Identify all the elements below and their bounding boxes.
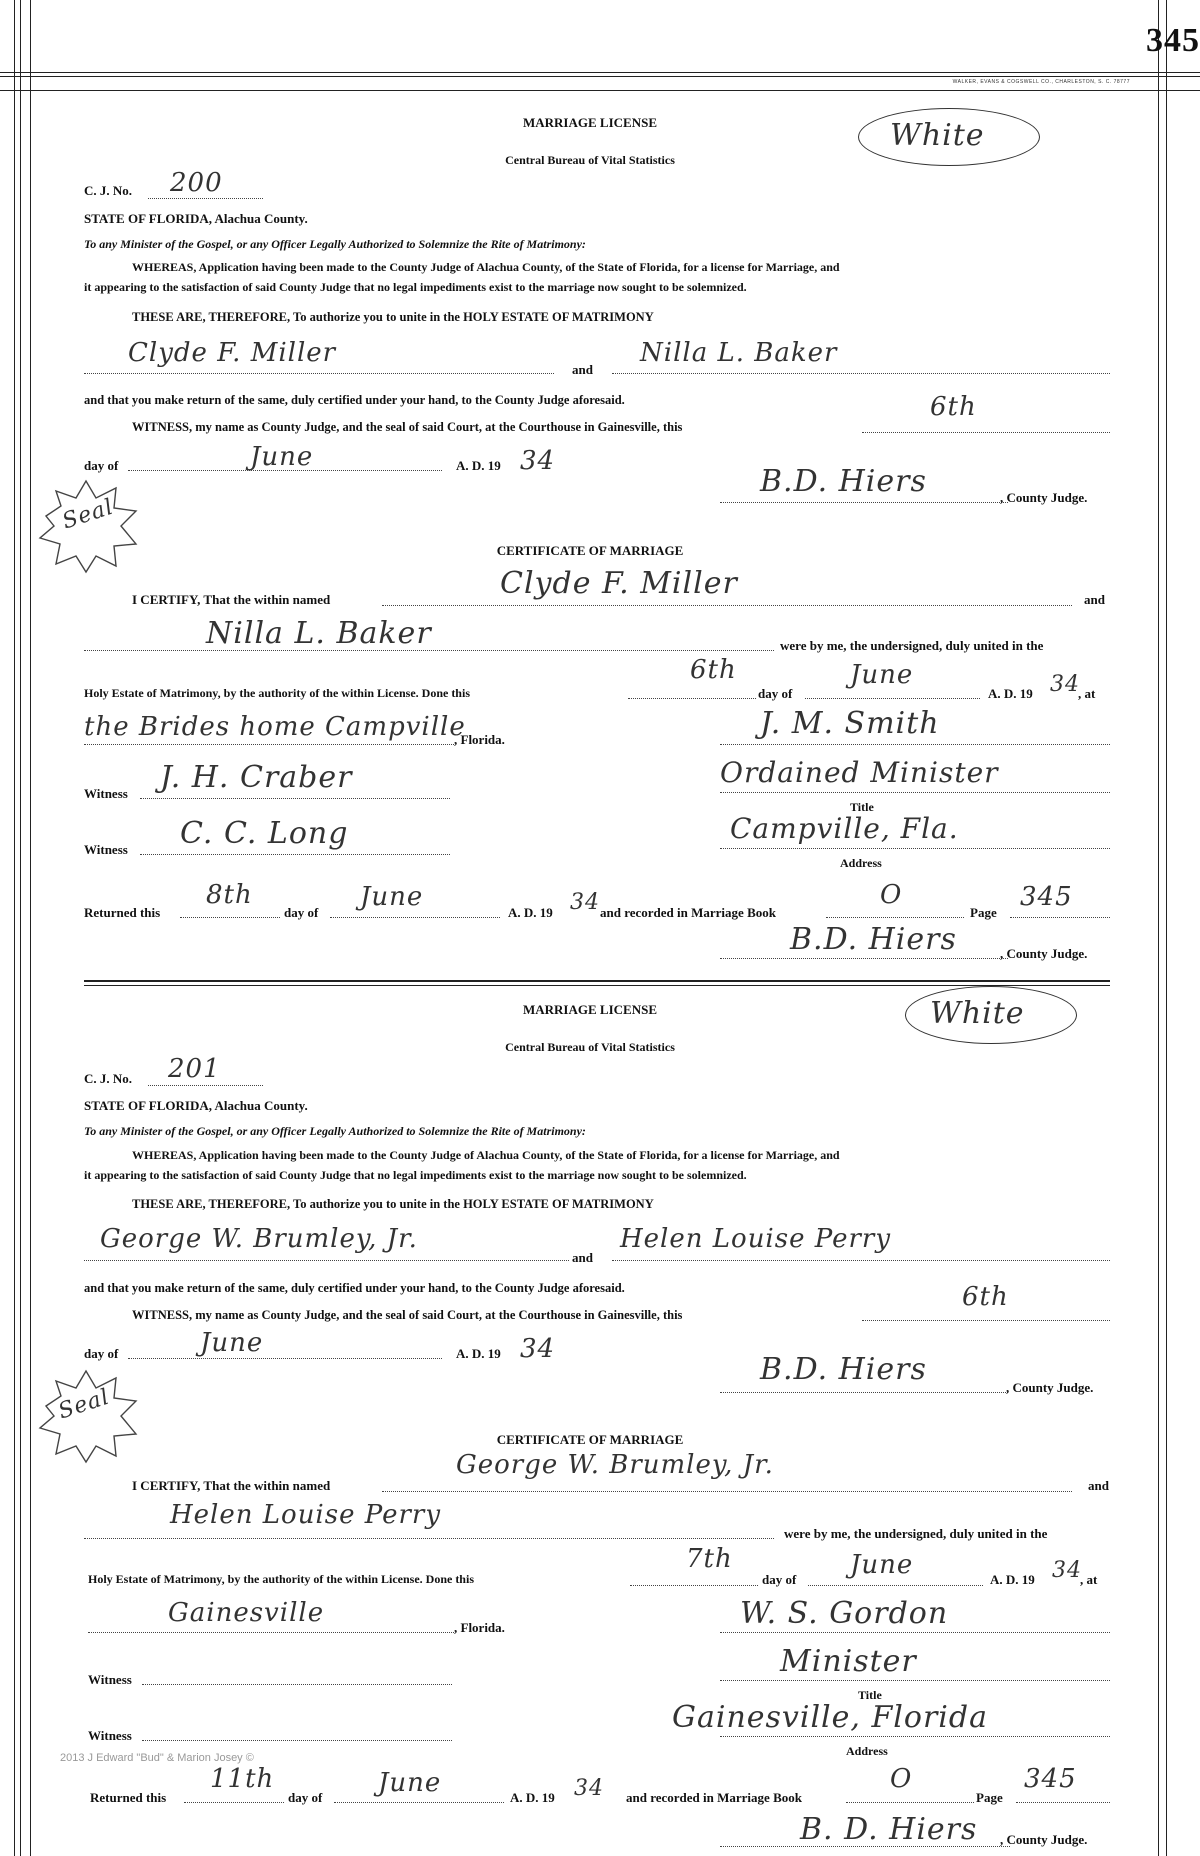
witness-text: WITNESS, my name as County Judge, and the seal of said Court, at the Courthouse in Gainesville, this <box>132 420 683 434</box>
cert-officiant: W. S. Gordon <box>740 1596 949 1631</box>
cert-at-word: , at <box>1080 1572 1098 1587</box>
judge-sig-line <box>720 1392 1008 1393</box>
cert-judge-signature: B. D. Hiers <box>800 1812 978 1847</box>
witness-2-line <box>140 854 450 855</box>
certificate-title: CERTIFICATE OF MARRIAGE <box>496 543 684 558</box>
groom-line <box>84 1260 569 1261</box>
cert-day-line <box>630 1585 758 1586</box>
whereas-line-2: it appearing to the satisfaction of said County Judge that no legal impediments exist to the marriage now sought to be solemnized. <box>84 1168 747 1182</box>
license-month: June <box>200 1328 264 1358</box>
license-title: MARRIAGE LICENSE <box>523 115 657 130</box>
cert-day-line <box>628 698 756 699</box>
whereas-line-1: WHEREAS, Application having been made to the County Judge of Alachua County, of the State of Florida, for a license for Marriage, and <box>132 260 840 274</box>
address-label: Address <box>846 1744 888 1758</box>
florida-label: , Florida. <box>454 732 505 747</box>
judge-sig-line <box>720 502 1008 503</box>
page-line <box>1016 1802 1110 1803</box>
address-line <box>720 1736 1110 1737</box>
court-seal-icon <box>36 1366 146 1466</box>
witness-2: C. C. Long <box>180 816 349 851</box>
witness-day-line <box>862 432 1110 433</box>
license-year: 34 <box>520 446 556 476</box>
printer-imprint: WALKER, EVANS & COGSWELL CO., CHARLESTON, S. C. 78777 <box>952 79 1130 85</box>
returned-month: June <box>360 882 424 912</box>
cert-month: June <box>850 1550 914 1580</box>
race-note: White <box>890 118 985 153</box>
margin-line <box>1158 0 1159 1856</box>
and-word: and <box>572 362 593 377</box>
officiant-line <box>720 744 1110 745</box>
cert-groom: Clyde F. Miller <box>500 566 738 601</box>
cj-label: C. J. No. <box>84 1071 133 1086</box>
returned-day: 11th <box>210 1764 275 1794</box>
witness-text: WITNESS, my name as County Judge, and the seal of said Court, at the Courthouse in Gainesville, this <box>132 1308 683 1322</box>
seal-text: Seal <box>55 1384 113 1425</box>
cert-ad-label: A. D. 19 <box>988 686 1033 701</box>
these-are-line: THESE ARE, THEREFORE, To authorize you to unite in the HOLY ESTATE OF MATRIMONY <box>132 1197 654 1211</box>
state-county: STATE OF FLORIDA, Alachua County. <box>84 1098 308 1113</box>
title-line <box>720 792 1110 793</box>
returned-year: 34 <box>574 1776 604 1801</box>
page-number: 345 <box>1146 22 1200 59</box>
certify-text: I CERTIFY, That the within named <box>132 592 331 607</box>
witness-1-line <box>142 1684 452 1685</box>
binding-line <box>30 0 31 1856</box>
officiant-title: Minister <box>780 1644 917 1679</box>
returned-day-of: day of <box>288 1790 323 1805</box>
day-of-label: day of <box>84 458 119 473</box>
title-label: Title <box>850 800 874 814</box>
recorded-text: and recorded in Marriage Book <box>626 1790 802 1805</box>
judge-signature: B.D. Hiers <box>760 1352 927 1387</box>
cert-groom-line <box>382 1491 1072 1492</box>
cert-day: 6th <box>690 655 737 685</box>
cert-at-word: , at <box>1078 686 1096 701</box>
cert-groom: George W. Brumley, Jr. <box>456 1450 774 1480</box>
cert-day: 7th <box>686 1544 733 1574</box>
cert-address: Campville, Fla. <box>730 812 959 845</box>
cert-bride: Nilla L. Baker <box>206 616 432 651</box>
cert-year: 34 <box>1050 672 1080 697</box>
cert-month-line <box>805 698 980 699</box>
book-number: O <box>890 1764 913 1794</box>
page-label: Page <box>970 905 997 920</box>
cert-place: Gainesville <box>168 1598 325 1628</box>
returned-month: June <box>378 1768 442 1798</box>
returned-label: Returned this <box>84 905 161 920</box>
return-text: and that you make return of the same, duly certified under your hand, to the County Judge aforesaid. <box>84 393 625 407</box>
cert-year: 34 <box>1052 1558 1082 1583</box>
cj-label: C. J. No. <box>84 183 133 198</box>
seal-text: Seal <box>59 494 117 535</box>
returned-day-line <box>180 917 280 918</box>
address-line <box>720 848 1110 849</box>
form-divider <box>84 980 1110 986</box>
book-line <box>826 917 964 918</box>
holy-estate-text: Holy Estate of Matrimony, by the authority of the within License. Done this <box>84 686 470 700</box>
cert-judge-sig-line <box>720 958 1008 959</box>
witness-label: Witness <box>88 1672 132 1687</box>
binding-line <box>14 0 15 1856</box>
united-text: were by me, the undersigned, duly united in the <box>780 638 1044 653</box>
witness-1: J. H. Craber <box>160 760 353 795</box>
title-line <box>720 1680 1110 1681</box>
cert-day-of: day of <box>758 686 793 701</box>
judge-signature: B.D. Hiers <box>760 464 927 499</box>
cert-and-word: and <box>1084 592 1105 607</box>
license-groom: George W. Brumley, Jr. <box>100 1224 418 1254</box>
county-judge-label: , County Judge. <box>1000 490 1088 505</box>
cert-bride: Helen Louise Perry <box>170 1500 442 1530</box>
cert-judge-signature: B.D. Hiers <box>790 922 957 957</box>
returned-month-line <box>330 917 500 918</box>
cert-and-word: and <box>1088 1478 1109 1493</box>
returned-ad: A. D. 19 <box>508 905 553 920</box>
book-line <box>846 1802 974 1803</box>
license-groom: Clyde F. Miller <box>128 338 337 368</box>
license-title: MARRIAGE LICENSE <box>523 1002 657 1017</box>
day-of-label: day of <box>84 1346 119 1361</box>
witness-1-line <box>140 798 450 799</box>
cert-officiant: J. M. Smith <box>760 706 940 741</box>
bureau-label: Central Bureau of Vital Statistics <box>505 153 675 167</box>
cert-address: Gainesville, Florida <box>672 1700 988 1735</box>
holy-estate-text: Holy Estate of Matrimony, by the authority of the within License. Done this <box>88 1572 474 1586</box>
return-text: and that you make return of the same, duly certified under your hand, to the County Judge aforesaid. <box>84 1281 625 1295</box>
county-judge-label: , County Judge. <box>1006 1380 1094 1395</box>
cj-line <box>148 1085 263 1086</box>
cert-ad-label: A. D. 19 <box>990 1572 1035 1587</box>
groom-line <box>84 373 554 374</box>
returned-day: 8th <box>206 880 253 910</box>
to-any-minister: To any Minister of the Gospel, or any Officer Legally Authorized to Solemnize the Rite of Matrimony: <box>84 237 586 251</box>
whereas-line-2: it appearing to the satisfaction of said County Judge that no legal impediments exist to the marriage now sought to be solemnized. <box>84 280 747 294</box>
these-are-line: THESE ARE, THEREFORE, To authorize you to unite in the HOLY ESTATE OF MATRIMONY <box>132 310 654 324</box>
certificate-title: CERTIFICATE OF MARRIAGE <box>496 1432 684 1447</box>
cj-line <box>148 198 263 199</box>
returned-ad: A. D. 19 <box>510 1790 555 1805</box>
bureau-label: Central Bureau of Vital Statistics <box>505 1040 675 1054</box>
cert-place: the Brides home Campville <box>84 712 466 742</box>
cj-number: 201 <box>168 1054 221 1084</box>
address-label: Address <box>840 856 882 870</box>
month-line <box>128 1358 442 1359</box>
returned-year: 34 <box>570 890 600 915</box>
returned-day-of: day of <box>284 905 319 920</box>
place-line <box>88 1632 454 1633</box>
ad-label: A. D. 19 <box>456 1346 501 1361</box>
officiant-title: Ordained Minister <box>720 756 999 789</box>
recorded-page: 345 <box>1020 882 1073 912</box>
bride-line <box>612 373 1110 374</box>
to-any-minister: To any Minister of the Gospel, or any Officer Legally Authorized to Solemnize the Rite of Matrimony: <box>84 1124 586 1138</box>
license-bride: Nilla L. Baker <box>640 338 838 368</box>
license-year: 34 <box>520 1334 556 1364</box>
cert-county-judge: , County Judge. <box>1000 946 1088 961</box>
book-number: O <box>880 880 903 910</box>
returned-label: Returned this <box>90 1790 167 1805</box>
returned-month-line <box>334 1802 504 1803</box>
witness-2-line <box>142 1740 452 1741</box>
margin-line <box>1166 0 1167 1856</box>
whereas-line-1: WHEREAS, Application having been made to the County Judge of Alachua County, of the State of Florida, for a license for Marriage, and <box>132 1148 840 1162</box>
witness-label: Witness <box>84 786 128 801</box>
title-label: Title <box>858 1688 882 1702</box>
returned-day-line <box>184 1802 284 1803</box>
cert-groom-line <box>382 605 1072 606</box>
witness-label: Witness <box>88 1728 132 1743</box>
race-note: White <box>930 996 1025 1031</box>
cert-month-line <box>808 1585 983 1586</box>
officiant-line <box>720 1632 1110 1633</box>
top-rule <box>0 72 1200 73</box>
license-day: 6th <box>962 1282 1009 1312</box>
cj-number: 200 <box>170 168 223 198</box>
witness-label: Witness <box>84 842 128 857</box>
certify-text: I CERTIFY, That the within named <box>132 1478 331 1493</box>
united-text: were by me, the undersigned, duly united in the <box>784 1526 1048 1541</box>
top-rule <box>0 90 1200 91</box>
cert-day-of: day of <box>762 1572 797 1587</box>
cert-bride-line <box>84 1538 774 1539</box>
recorded-page: 345 <box>1024 1764 1077 1794</box>
license-bride: Helen Louise Perry <box>620 1224 892 1254</box>
cert-county-judge: , County Judge. <box>1000 1832 1088 1847</box>
state-county: STATE OF FLORIDA, Alachua County. <box>84 211 308 226</box>
binding-line <box>20 0 21 1856</box>
witness-day-line <box>862 1320 1110 1321</box>
cert-month: June <box>850 660 914 690</box>
copyright-notice: 2013 J Edward "Bud" & Marion Josey © <box>60 1752 254 1764</box>
top-rule <box>0 76 1200 77</box>
recorded-text: and recorded in Marriage Book <box>600 905 776 920</box>
license-month: June <box>250 442 314 472</box>
page-line <box>1010 917 1110 918</box>
license-day: 6th <box>930 392 977 422</box>
florida-label: , Florida. <box>454 1620 505 1635</box>
and-word: and <box>572 1250 593 1265</box>
page-label: Page <box>976 1790 1003 1805</box>
place-line <box>84 744 454 745</box>
ad-label: A. D. 19 <box>456 458 501 473</box>
bride-line <box>612 1260 1110 1261</box>
